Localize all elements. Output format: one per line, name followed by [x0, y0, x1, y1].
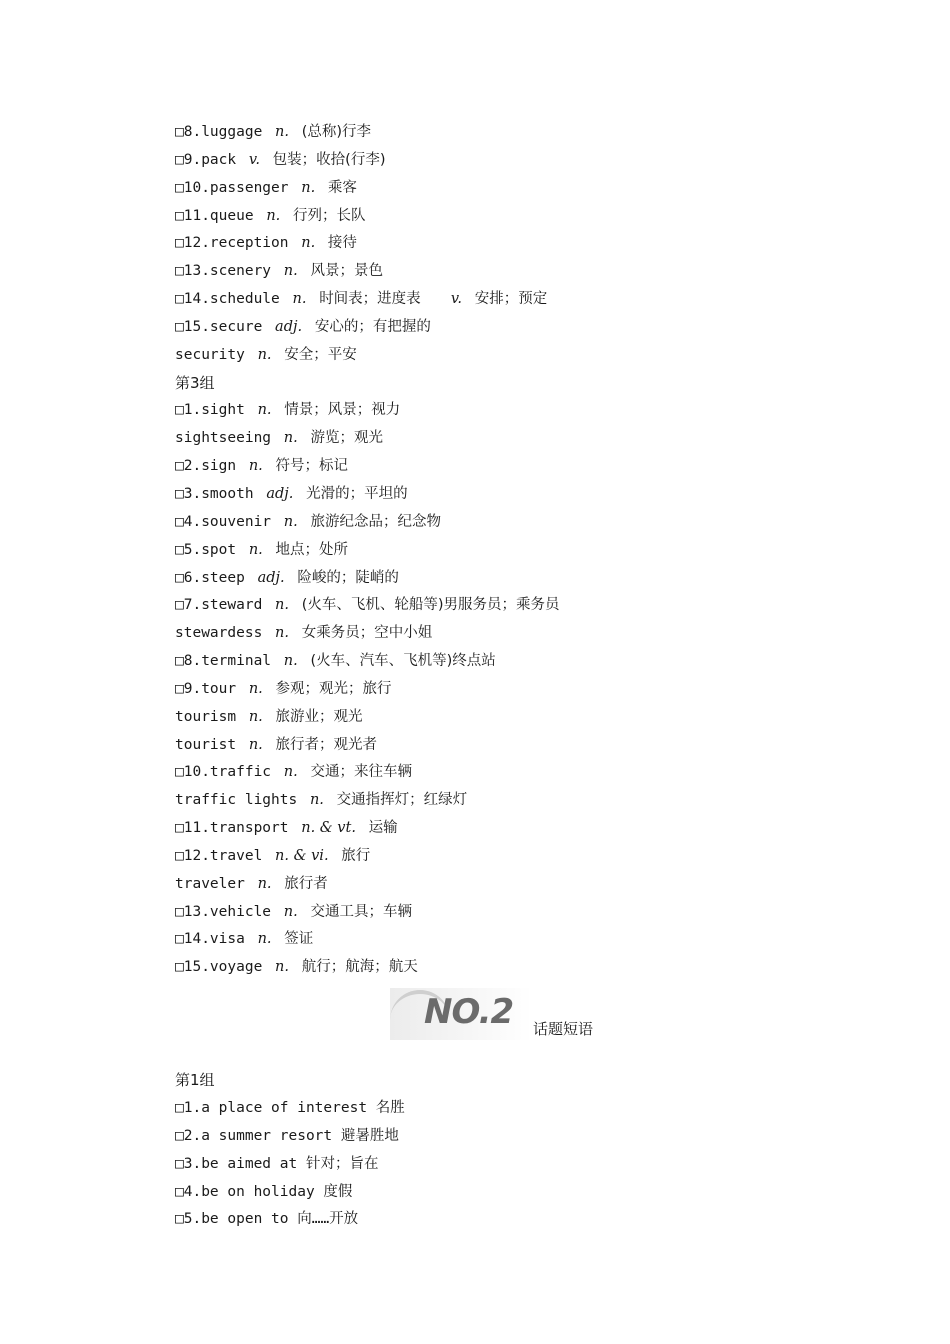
phrase-item: □4.be on holiday 度假 — [175, 1183, 353, 1200]
vocab-meaning: 乘客 — [327, 179, 357, 196]
part-of-speech: n. — [301, 179, 316, 196]
vocab-word: □14.schedule — [175, 291, 280, 308]
document-page — [175, 119, 875, 1234]
phrase-list — [175, 1095, 875, 1234]
vocab-word: stewardess — [175, 625, 263, 642]
vocab-meaning: (总称)行李 — [301, 124, 372, 140]
vocab-word: □8.luggage — [175, 124, 263, 140]
vocab-word: □10.traffic — [175, 764, 272, 781]
vocab-list-section1 — [175, 119, 875, 370]
phrase-item: □1.a place of interest 名胜 — [175, 1100, 405, 1116]
part-of-speech: n. & vi. — [275, 847, 329, 864]
vocab-word: □15.voyage — [175, 959, 263, 976]
vocab-word: traffic lights — [175, 792, 298, 809]
vocab-item — [175, 453, 875, 481]
part-of-speech: n. — [275, 597, 289, 614]
vocab-meaning: 游览；观光 — [310, 430, 383, 447]
vocab-word: □12.reception — [175, 235, 289, 252]
vocab-meaning: 旅游业；观光 — [275, 708, 363, 725]
vocab-meaning: 情景；风景；视力 — [284, 402, 401, 419]
vocab-word: □8.terminal — [175, 653, 272, 670]
vocab-item — [175, 676, 875, 704]
vocab-word: □9.tour — [175, 680, 237, 697]
vocab-meaning: 行列；长队 — [293, 207, 366, 224]
vocab-word: tourist — [175, 736, 237, 753]
vocab-word: □11.transport — [175, 820, 289, 837]
vocab-word: security — [175, 346, 245, 363]
part-of-speech: n. — [248, 736, 263, 753]
vocab-item — [175, 592, 875, 620]
vocab-item — [175, 175, 875, 203]
group-heading-3: 第3组 — [175, 373, 215, 392]
part-of-speech: n. — [248, 680, 263, 697]
vocab-word: □2.sign — [175, 458, 237, 475]
logo-text: NO.2 — [424, 992, 514, 1033]
vocab-word: □7.steward — [175, 597, 263, 614]
vocab-item — [175, 147, 875, 175]
part-of-speech: n. — [292, 291, 307, 308]
vocab-item — [175, 397, 875, 425]
vocab-word: □3.smooth — [175, 485, 254, 502]
vocab-word: □6.steep — [175, 569, 245, 586]
vocab-meaning: 旅行者 — [284, 875, 328, 892]
vocab-meaning: 航行；航海；航天 — [301, 959, 418, 976]
vocab-meaning: 险峻的；陡峭的 — [297, 569, 399, 586]
vocab-item — [175, 203, 875, 231]
vocab-word: □13.scenery — [175, 263, 272, 280]
vocab-item — [175, 871, 875, 899]
vocab-meaning: 地点；处所 — [275, 541, 349, 558]
vocab-item — [175, 759, 875, 787]
vocab-meaning: 安心的；有把握的 — [314, 318, 431, 335]
vocab-meaning: 旅行 — [341, 847, 371, 864]
vocab-meaning: 符号；标记 — [275, 458, 349, 475]
part-of-speech: n. & vt. — [301, 820, 356, 837]
phrase-item: □5.be open to 向……开放 — [175, 1211, 359, 1228]
vocab-item — [175, 314, 875, 342]
part-of-speech: v. — [248, 151, 260, 168]
section-title: 话题短语 — [533, 1020, 594, 1039]
vocab-item — [175, 481, 875, 509]
part-of-speech: n. — [275, 625, 289, 642]
phrase-item: □2.a summer resort 避暑胜地 — [175, 1127, 399, 1144]
vocab-word: □14.visa — [175, 931, 245, 948]
part-of-speech: n. — [248, 458, 263, 475]
section-banner — [175, 982, 875, 1067]
vocab-meaning: 交通工具；车辆 — [310, 903, 412, 920]
vocab-meaning: 签证 — [284, 931, 314, 948]
part-of-speech: n. — [283, 263, 298, 280]
vocab-meaning: 旅行者；观光者 — [275, 736, 378, 753]
vocab-list-group3 — [175, 397, 875, 982]
vocab-item — [175, 620, 875, 648]
part-of-speech: n. — [309, 792, 324, 809]
vocab-item — [175, 509, 875, 537]
vocab-item — [175, 787, 875, 815]
vocab-item — [175, 899, 875, 927]
vocab-word: □10.passenger — [175, 179, 289, 196]
vocab-item — [175, 815, 875, 843]
vocab-word: tourism — [175, 708, 237, 725]
vocab-meaning: 光滑的；平坦的 — [306, 485, 408, 502]
vocab-word: traveler — [175, 875, 245, 892]
vocab-item — [175, 704, 875, 732]
part-of-speech: n. — [283, 513, 298, 530]
vocab-meaning: 交通指挥灯；红绿灯 — [336, 792, 468, 809]
vocab-meaning: 接待 — [327, 235, 357, 252]
vocab-item — [175, 843, 875, 871]
part-of-speech: n. — [266, 207, 281, 224]
phrase-item: □3.be aimed at 针对；旨在 — [175, 1155, 379, 1172]
vocab-word: □4.souvenir — [175, 513, 272, 530]
vocab-word: □9.pack — [175, 151, 237, 168]
vocab-item — [175, 119, 875, 147]
vocab-meaning: 包装；收拾(行李) — [272, 151, 386, 168]
vocab-meaning: 风景；景色 — [310, 263, 383, 280]
vocab-meaning: 女乘务员；空中小姐 — [301, 625, 433, 642]
vocab-meaning: 旅游纪念品；纪念物 — [310, 513, 441, 530]
part-of-speech: adj. — [275, 318, 303, 335]
vocab-word: □1.sight — [175, 402, 245, 419]
part-of-speech: n. — [275, 124, 289, 140]
no2-logo — [390, 988, 532, 1040]
vocab-meaning: 安全；平安 — [284, 346, 357, 363]
part-of-speech: n. — [257, 346, 272, 363]
part-of-speech: n. — [257, 931, 272, 948]
vocab-item — [175, 565, 875, 593]
part-of-speech: adj. — [266, 485, 294, 502]
part-of-speech: adj. — [257, 569, 285, 586]
part-of-speech: n. — [283, 764, 298, 781]
part-of-speech: n. — [248, 708, 263, 725]
part-of-speech: n. — [257, 402, 272, 419]
part-of-speech-2: v. — [450, 291, 462, 308]
part-of-speech: n. — [283, 903, 298, 920]
vocab-meaning: 交通；来往车辆 — [310, 764, 412, 781]
vocab-item — [175, 954, 875, 982]
vocab-word: □15.secure — [175, 318, 263, 335]
vocab-item — [175, 342, 875, 370]
vocab-item — [175, 286, 875, 314]
vocab-item — [175, 648, 875, 676]
vocab-meaning: 运输 — [368, 820, 398, 837]
vocab-item — [175, 258, 875, 286]
vocab-word: □13.vehicle — [175, 903, 272, 920]
part-of-speech: n. — [257, 875, 272, 892]
vocab-word: □11.queue — [175, 207, 254, 224]
vocab-meaning: (火车、飞机、轮船等)男服务员；乘务员 — [301, 597, 560, 614]
part-of-speech: n. — [283, 430, 298, 447]
vocab-item — [175, 537, 875, 565]
vocab-item — [175, 926, 875, 954]
vocab-item — [175, 425, 875, 453]
vocab-item — [175, 230, 875, 258]
vocab-meaning-2: 安排；预定 — [474, 291, 548, 308]
part-of-speech: n. — [248, 541, 263, 558]
vocab-meaning: 参观；观光；旅行 — [275, 680, 392, 697]
vocab-word: □12.travel — [175, 847, 263, 864]
vocab-item — [175, 732, 875, 760]
part-of-speech: n. — [275, 959, 289, 976]
vocab-meaning: (火车、汽车、飞机等)终点站 — [310, 653, 496, 670]
part-of-speech: n. — [283, 653, 298, 670]
vocab-word: □5.spot — [175, 541, 237, 558]
vocab-meaning: 时间表；进度表 — [319, 291, 421, 308]
vocab-word: sightseeing — [175, 430, 272, 447]
group-heading-1: 第1组 — [175, 1071, 215, 1090]
part-of-speech: n. — [301, 235, 316, 252]
